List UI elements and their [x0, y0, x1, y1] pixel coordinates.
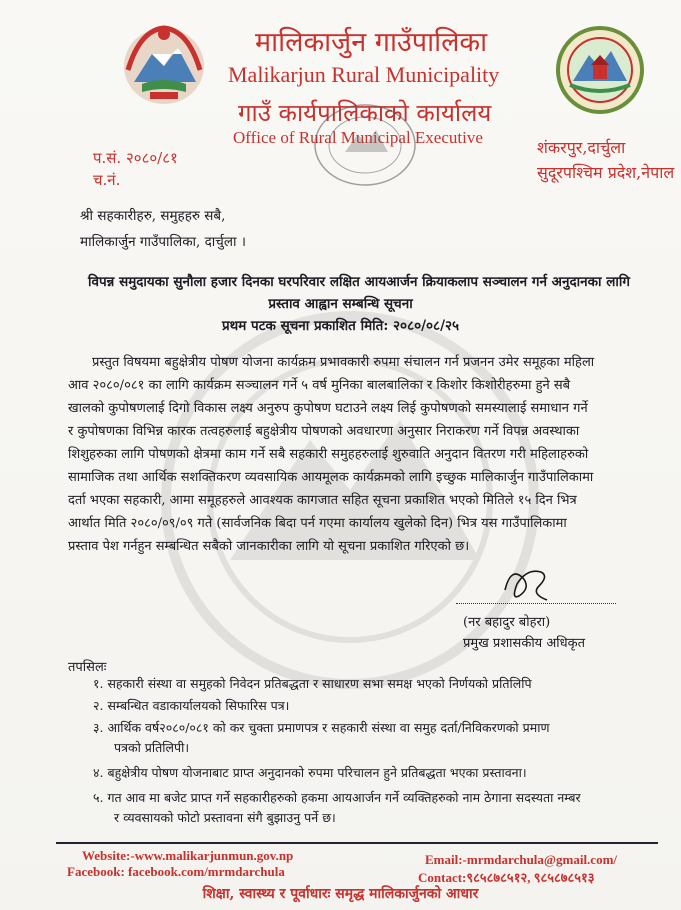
signatory-designation: प्रमुख प्रशासकीय अधिकृत: [463, 636, 586, 651]
municipality-logo-icon: [555, 25, 645, 115]
notice-published-date: प्रथम पटक सूचना प्रकाशित मिति: २०८०/०८/२५: [221, 318, 460, 334]
footer-website: Website:-www.malikarjunmun.gov.np: [82, 848, 294, 863]
footer-slogan: शिक्षा, स्वास्थ्य र पूर्वाधारः समृद्ध मालिकार्जुनको आधार: [202, 886, 479, 902]
body-line: प्रस्तुत विषयमा बहुक्षेत्रीय पोषण योजना कार्यक्रम प्रभावकारी रुपमा संचालन गर्न प्रजनन उमेर समूहका महिला: [92, 355, 595, 370]
municipality-name-en: Malikarjun Rural Municipality: [228, 62, 500, 87]
address-line-1: शंकरपुर,दार्चुला: [537, 138, 626, 157]
municipality-name-np: मालिकार्जुन गाउँपालिका: [255, 27, 488, 58]
body-line: शिशुहरुका लागि पोषणको क्षेत्रमा काम गर्ने सबै सहकारी समुहहरुलाई शुरुवाति अनुदान वितरण गरी महिलाहरुको: [68, 447, 589, 462]
signatory-name: (नर बहादुर बोहरा): [463, 615, 551, 630]
enclosure-item: ५. गत आव मा बजेट प्राप्त गर्ने सहकारीहरुको हकमा आयआर्जन गर्ने व्यक्तिहरुको नाम ठेगाना सदस्यता नम्बर: [93, 790, 581, 805]
enclosure-item: १. सहकारी संस्था वा समुहको निवेदन प्रतिबद्धता र साधारण सभा समक्ष भएको निर्णयको प्रतिलिपि: [93, 676, 532, 691]
body-line: आर्थात मिति २०८०/०९/०९ गते (सार्वजनिक बिदा पर्न गएमा कार्यालय खुलेको दिन) भित्र यस गाउँपालिकामा: [68, 516, 567, 531]
footer-rule: [56, 842, 658, 844]
body-line: खालको कुपोषणलाई दिगो विकास लक्ष्य अनुरुप कुपोषण घटाउने लक्ष्य लिई कुपोषणको समस्यालाई समाधान गर्ने: [68, 401, 588, 416]
signature-mark: [497, 560, 557, 608]
footer-contact: Contact:९८५८७८५१२, ९८५८७८५१३: [418, 870, 595, 885]
office-name-en: Office of Rural Municipal Executive: [233, 128, 483, 147]
body-line: आव २०८०/०८१ का लागि कार्यक्रम सञ्चालन गर्ने ५ वर्ष मुनिका बालबालिका र किशोर किशोरीहरुमा हुने सबै: [68, 378, 571, 393]
office-stamp: [300, 100, 430, 190]
body-line: प्रस्ताव पेश गर्नहुन सम्बन्धित सबैको जानकारीका लागि यो सूचना प्रकाशित गरिएको छ।: [68, 539, 470, 554]
enclosure-item: पत्रको प्रतिलिपी।: [114, 740, 190, 755]
enclosure-item: ४. बहुक्षेत्रीय पोषण योजनाबाट प्राप्त अनुदानको रुपमा परिचालन हुने प्रतिबद्धता भएका प्रस्तावना।: [93, 765, 527, 780]
dispatch-number: च.नं.: [93, 171, 121, 189]
recipient-line-1: श्री सहकारीहरु, समुहहरु सबै,: [80, 208, 226, 224]
enclosures-heading: तपसिलः: [68, 660, 107, 675]
notice-title-line-2: प्रस्ताव आह्वान सम्बन्धि सूचना: [268, 296, 413, 312]
address-line-2: सुदूरपश्चिम प्रदेश,नेपाल: [537, 163, 675, 182]
body-line: सामाजिक तथा आर्थिक सशक्तिकरण व्यवसायिक आयमूलक कार्यक्रमको लागि इच्छुक मालिकार्जुन गाउँपालिकामा: [68, 470, 594, 485]
footer-facebook: Facebook: facebook.com/mrmdarchula: [67, 864, 285, 879]
enclosure-item: र व्यवसायको फोटो प्रस्तावना संगै बुझाउनु पर्ने छ।: [114, 810, 336, 825]
reference-number: प.सं. २०८०/८१: [93, 149, 178, 167]
body-line: दर्ता भएका सहकारी, आमा समूहहरुले आवश्यक कागजात सहित सूचना प्रकाशित भएको मितिले १५ दिन भित्र: [68, 493, 577, 508]
recipient-line-2: मालिकार्जुन गाउँपालिका, दार्चुला ।: [80, 234, 246, 250]
body-line: र कुपोषणका विभिन्न कारक तत्वहरुलाई बहुक्षेत्रीय पोषणको अवधारणा अनुसार निराकरण गर्ने विपन्न अवस्थाका: [68, 424, 580, 439]
nepal-emblem-icon: [120, 20, 208, 106]
enclosure-item: २. सम्बन्धित वडाकार्यालयको सिफारिस पत्र।: [93, 698, 290, 713]
notice-title-line-1: विपन्न समुदायका सुनौला हजार दिनका घरपरिवार लक्षित आयआर्जन क्रियाकलाप सञ्चालन गर्न अनुदानका लागि: [88, 274, 630, 290]
enclosure-item: ३. आर्थिक वर्ष२०८०/०८१ को कर चुक्ता प्रमाणपत्र र सहकारी संस्था वा समुह दर्ता/निविकरणको प्रमाण: [93, 720, 550, 735]
footer-email: Email:-mrmdarchula@gmail.com/: [425, 852, 618, 867]
signature-line: [456, 603, 616, 604]
office-name-np: गाउँ कार्यपालिकाको कार्यालय: [238, 99, 492, 127]
